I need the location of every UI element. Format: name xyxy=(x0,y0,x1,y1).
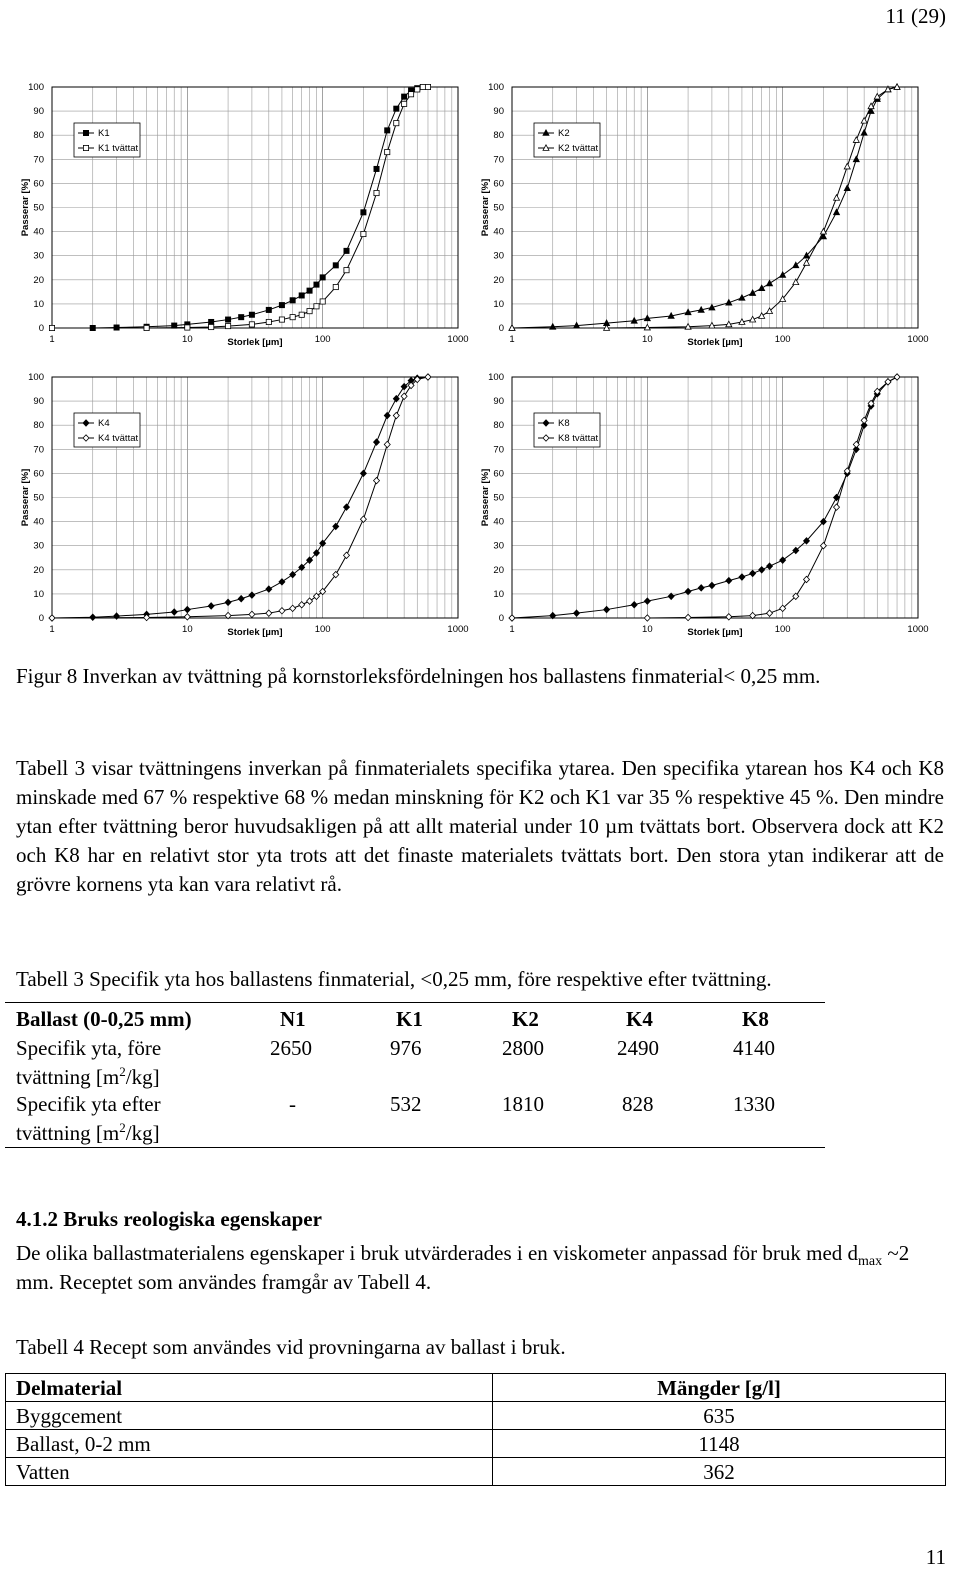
data-point xyxy=(853,137,859,143)
data-point xyxy=(767,280,773,286)
data-point xyxy=(374,166,379,171)
chart-k8-svg xyxy=(460,360,940,650)
data-point xyxy=(644,615,650,621)
data-point xyxy=(685,614,691,620)
data-point xyxy=(266,319,271,324)
table3-header-k4: K4 xyxy=(626,1007,653,1031)
data-point xyxy=(314,282,319,287)
table4-cell-material: Byggcement xyxy=(6,1402,493,1430)
table3-row1-k2: 2800 xyxy=(502,1036,544,1060)
data-point xyxy=(415,87,420,92)
data-point xyxy=(266,610,272,616)
x-tick-label: 1000 xyxy=(907,334,929,345)
table3-row1-n1: 2650 xyxy=(270,1036,312,1060)
data-point xyxy=(209,324,214,329)
chart-k1 xyxy=(0,70,480,360)
table3-row1-k1: 976 xyxy=(390,1036,422,1060)
data-point xyxy=(299,312,304,317)
legend-marker xyxy=(83,145,88,150)
data-point xyxy=(320,299,325,304)
page-number-header: 11 (29) xyxy=(885,4,946,28)
table4-cell-amount: 362 xyxy=(493,1458,946,1486)
y-tick-label: 80 xyxy=(493,420,504,432)
data-point xyxy=(853,156,859,162)
data-point xyxy=(279,303,284,308)
data-point xyxy=(767,610,773,616)
table4-cell-amount: 635 xyxy=(493,1402,946,1430)
data-point xyxy=(726,577,732,583)
y-tick-label: 40 xyxy=(493,516,504,528)
data-point xyxy=(631,602,637,608)
data-point xyxy=(844,185,850,191)
y-tick-label: 50 xyxy=(493,202,504,214)
table3-caption: Tabell 3 Specifik yta hos ballastens finmaterial, <0,25 mm, före respektive efter tvättning. xyxy=(16,967,772,991)
y-tick-label: 40 xyxy=(493,226,504,238)
legend-label: K1 tvättat xyxy=(98,143,139,154)
data-point xyxy=(394,121,399,126)
table3-header-k2: K2 xyxy=(512,1007,539,1031)
table3-row2-k8: 1330 xyxy=(733,1092,775,1116)
data-point xyxy=(360,470,366,476)
legend-label: K8 tvättat xyxy=(558,433,599,444)
data-point xyxy=(803,576,809,582)
data-point xyxy=(425,374,431,380)
data-point xyxy=(225,317,230,322)
data-point xyxy=(171,609,177,615)
data-point xyxy=(290,315,295,320)
table3-row1-k8: 4140 xyxy=(733,1036,775,1060)
y-tick-label: 0 xyxy=(38,323,44,334)
data-point xyxy=(279,608,285,614)
y-tick-label: 100 xyxy=(28,82,44,93)
data-point xyxy=(49,615,55,621)
data-point xyxy=(90,614,96,620)
x-tick-label: 100 xyxy=(314,334,331,345)
data-point xyxy=(834,195,840,201)
table-row xyxy=(6,1430,946,1458)
data-point xyxy=(780,557,786,563)
data-point xyxy=(184,606,190,612)
y-tick-label: 80 xyxy=(493,130,504,142)
legend-label: K4 tvättat xyxy=(98,433,139,444)
table3-row2-label-line2: tvättning $[m^2/kg]$ xyxy=(16,1120,160,1145)
y-tick-label: 30 xyxy=(493,250,504,262)
y-tick-label: 0 xyxy=(498,613,504,624)
data-point xyxy=(344,248,349,253)
y-tick-label: 70 xyxy=(493,154,504,166)
x-tick-label: 100 xyxy=(774,624,791,635)
table3-header-ballast: Ballast (0-0,25 mm) xyxy=(16,1007,192,1031)
chart-k2 xyxy=(460,70,940,360)
legend-label: K2 tvättat xyxy=(558,143,599,154)
chart-k8 xyxy=(460,360,940,650)
data-point xyxy=(739,574,745,580)
table3-header-n1: N1 xyxy=(280,1007,306,1031)
data-point xyxy=(320,275,325,280)
table3-row2-k1: 532 xyxy=(390,1092,422,1116)
data-point xyxy=(425,84,430,89)
data-point xyxy=(402,101,407,106)
y-tick-label: 80 xyxy=(33,130,44,142)
x-axis-label: Storlek [µm] xyxy=(227,337,283,348)
data-point xyxy=(238,596,244,602)
data-point xyxy=(393,412,399,418)
table3-row2-n1: - xyxy=(289,1092,296,1116)
body-paragraph: Tabell 3 visar tvättningens inverkan på finmaterialets specifika ytarea. Den specifika ytarean hos K4 och K8 minskade med 67 % respektive 68 % medan minskning för K2 och K1 var 35 % respektive 45 %. Den mindre ytan efter tvättning beror huvudsakligen på att allt material under 10 µm tvättats bort. Observera dock att K2 och K8 har en relativt stor yta trots att det finaste materialets tvättats bort. Den stora ytan indikerar att de grövre kornens yta kan vara relativt rå. xyxy=(16,756,944,896)
y-tick-label: 60 xyxy=(493,178,504,190)
table4-cell-amount: 1148 xyxy=(493,1430,946,1458)
table4-caption: Tabell 4 Recept som användes vid provningarna av ballast i bruk. xyxy=(16,1335,566,1359)
data-point xyxy=(644,598,650,604)
y-tick-label: 100 xyxy=(488,372,504,383)
data-point xyxy=(361,231,366,236)
table3-row1-label-line2: tvättning $[m^2/kg]$ xyxy=(16,1064,160,1089)
table3-row1-k4: 2490 xyxy=(617,1036,659,1060)
data-point xyxy=(225,323,230,328)
x-tick-label: 1000 xyxy=(447,334,469,345)
data-point xyxy=(834,504,840,510)
chart-legend xyxy=(534,123,600,157)
x-tick-label: 1 xyxy=(509,334,515,345)
data-point xyxy=(894,374,900,380)
page-number-footer: 11 xyxy=(925,1545,946,1569)
data-point xyxy=(333,263,338,268)
data-point xyxy=(604,606,610,612)
y-tick-label: 50 xyxy=(33,202,44,214)
data-point xyxy=(574,610,580,616)
data-point xyxy=(420,84,425,89)
chart-k1-svg xyxy=(0,70,480,360)
legend-label: K4 xyxy=(98,418,110,429)
data-point xyxy=(509,615,515,621)
table3-row2-label-line1: Specifik yta efter xyxy=(16,1092,161,1116)
y-tick-label: 20 xyxy=(493,564,504,576)
data-point xyxy=(184,614,190,620)
data-point xyxy=(209,319,214,324)
data-point xyxy=(385,128,390,133)
x-tick-label: 10 xyxy=(182,334,193,345)
data-point xyxy=(333,284,338,289)
y-axis-label: Passerar [%] xyxy=(480,468,491,527)
data-point xyxy=(384,441,390,447)
y-tick-label: 90 xyxy=(33,106,44,118)
table3-row2-k2: 1810 xyxy=(502,1092,544,1116)
chart-legend xyxy=(74,413,140,447)
figure-caption: Figur 8 Inverkan av tvättning på kornstorleksfördelningen hos ballastens finmaterial< 0,25 mm. xyxy=(16,664,821,688)
x-tick-label: 1 xyxy=(509,624,515,635)
chart-k2-svg xyxy=(460,70,940,360)
data-point xyxy=(208,603,214,609)
data-point xyxy=(402,94,407,99)
y-tick-label: 70 xyxy=(493,444,504,456)
y-tick-label: 100 xyxy=(28,372,44,383)
x-tick-label: 100 xyxy=(774,334,791,345)
data-point xyxy=(820,543,826,549)
legend-label: K2 xyxy=(558,128,570,139)
table4-header-delmaterial: Delmaterial xyxy=(6,1374,493,1402)
table-row xyxy=(6,1458,946,1486)
data-point xyxy=(144,325,149,330)
y-tick-label: 0 xyxy=(498,323,504,334)
data-point xyxy=(307,309,312,314)
y-tick-label: 100 xyxy=(488,82,504,93)
data-point xyxy=(344,268,349,273)
data-point xyxy=(266,586,272,592)
chart-k4-svg xyxy=(0,360,480,650)
x-axis-label: Storlek [µm] xyxy=(687,627,743,638)
data-point xyxy=(394,106,399,111)
section-heading: 4.1.2 Bruks reologiska egenskaper xyxy=(16,1207,322,1231)
data-point xyxy=(750,570,756,576)
data-point xyxy=(307,288,312,293)
data-point xyxy=(401,393,407,399)
data-point xyxy=(239,315,244,320)
data-point xyxy=(299,293,304,298)
y-tick-label: 20 xyxy=(33,274,44,286)
x-tick-label: 10 xyxy=(642,624,653,635)
y-tick-label: 60 xyxy=(33,468,44,480)
table3-header-k8: K8 xyxy=(742,1007,769,1031)
data-point xyxy=(759,567,765,573)
y-tick-label: 20 xyxy=(33,564,44,576)
data-point xyxy=(803,260,809,266)
chart-legend xyxy=(74,123,140,157)
y-tick-label: 90 xyxy=(33,396,44,408)
y-tick-label: 50 xyxy=(493,492,504,504)
data-point xyxy=(861,118,867,124)
data-point xyxy=(820,228,826,234)
data-point xyxy=(767,563,773,569)
table4-header-mangder: Mängder [g/l] xyxy=(493,1374,946,1402)
data-point xyxy=(698,585,704,591)
data-point xyxy=(844,163,850,169)
legend-marker xyxy=(83,130,88,135)
chart-legend xyxy=(534,413,600,447)
data-point xyxy=(249,312,254,317)
y-tick-label: 90 xyxy=(493,396,504,408)
x-tick-label: 1000 xyxy=(907,624,929,635)
data-point xyxy=(185,325,190,330)
x-axis-label: Storlek [µm] xyxy=(227,627,283,638)
data-point xyxy=(834,209,840,215)
x-tick-label: 10 xyxy=(642,334,653,345)
y-tick-label: 40 xyxy=(33,226,44,238)
table4-cell-material: Ballast, 0-2 mm xyxy=(6,1430,493,1458)
data-point xyxy=(384,412,390,418)
y-axis-label: Passerar [%] xyxy=(480,178,491,237)
data-point xyxy=(343,552,349,558)
data-point xyxy=(361,210,366,215)
y-tick-label: 80 xyxy=(33,420,44,432)
legend-label: K1 xyxy=(98,128,110,139)
data-point xyxy=(759,285,765,291)
y-axis-label: Passerar [%] xyxy=(20,468,31,527)
table3-row2-k4: 828 xyxy=(622,1092,654,1116)
y-tick-label: 50 xyxy=(33,492,44,504)
legend-label: K8 xyxy=(558,418,570,429)
y-tick-label: 20 xyxy=(493,274,504,286)
table3-bottom-rule xyxy=(5,1147,825,1148)
chart-k4 xyxy=(0,360,480,650)
data-point xyxy=(249,611,255,617)
table4 xyxy=(5,1373,946,1486)
data-point xyxy=(225,599,231,605)
data-point xyxy=(374,190,379,195)
data-point xyxy=(385,149,390,154)
data-point xyxy=(861,130,867,136)
data-point xyxy=(290,605,296,611)
series-2 xyxy=(509,84,900,331)
y-tick-label: 70 xyxy=(33,444,44,456)
table4-cell-material: Vatten xyxy=(6,1458,493,1486)
x-axis-label: Storlek [µm] xyxy=(687,337,743,348)
y-tick-label: 30 xyxy=(33,540,44,552)
data-point xyxy=(266,307,271,312)
table3-top-rule xyxy=(5,1002,825,1003)
x-tick-label: 1 xyxy=(49,624,55,635)
data-point xyxy=(49,325,54,330)
y-tick-label: 10 xyxy=(33,298,44,310)
y-tick-label: 30 xyxy=(33,250,44,262)
data-point xyxy=(408,92,413,97)
table3-row1-label-line1: Specifik yta, före xyxy=(16,1036,162,1060)
section-paragraph: De olika ballastmaterialens egenskaper i bruk utvärderades i en viskometer anpassad för bruk med $d_{max}$ ~2 mm. Receptet som användes framgår av Tabell 4. xyxy=(16,1241,910,1294)
data-point xyxy=(343,504,349,510)
data-point xyxy=(759,313,765,319)
data-point xyxy=(279,317,284,322)
y-tick-label: 90 xyxy=(493,106,504,118)
data-point xyxy=(726,614,732,620)
data-point xyxy=(314,304,319,309)
y-tick-label: 70 xyxy=(33,154,44,166)
data-point xyxy=(709,582,715,588)
x-tick-label: 1 xyxy=(49,334,55,345)
table4-header-row xyxy=(6,1374,946,1402)
y-tick-label: 10 xyxy=(493,588,504,600)
x-tick-label: 100 xyxy=(314,624,331,635)
x-tick-label: 1000 xyxy=(447,624,469,635)
y-tick-label: 0 xyxy=(38,613,44,624)
data-point xyxy=(249,322,254,327)
x-tick-label: 10 xyxy=(182,624,193,635)
data-point xyxy=(290,298,295,303)
data-point xyxy=(307,598,313,604)
data-point xyxy=(374,439,380,445)
y-tick-label: 60 xyxy=(33,178,44,190)
data-point xyxy=(750,290,756,296)
data-point xyxy=(874,93,880,99)
series-1 xyxy=(509,84,900,331)
y-tick-label: 30 xyxy=(493,540,504,552)
y-tick-label: 10 xyxy=(493,298,504,310)
data-point xyxy=(279,579,285,585)
table3-header-k1: K1 xyxy=(396,1007,423,1031)
figure-8-charts xyxy=(0,70,960,650)
data-point xyxy=(780,272,786,278)
y-tick-label: 40 xyxy=(33,516,44,528)
data-point xyxy=(374,477,380,483)
data-point xyxy=(299,602,305,608)
y-tick-label: 10 xyxy=(33,588,44,600)
y-axis-label: Passerar [%] xyxy=(20,178,31,237)
data-point xyxy=(249,592,255,598)
y-tick-label: 60 xyxy=(493,468,504,480)
table-row xyxy=(6,1402,946,1430)
